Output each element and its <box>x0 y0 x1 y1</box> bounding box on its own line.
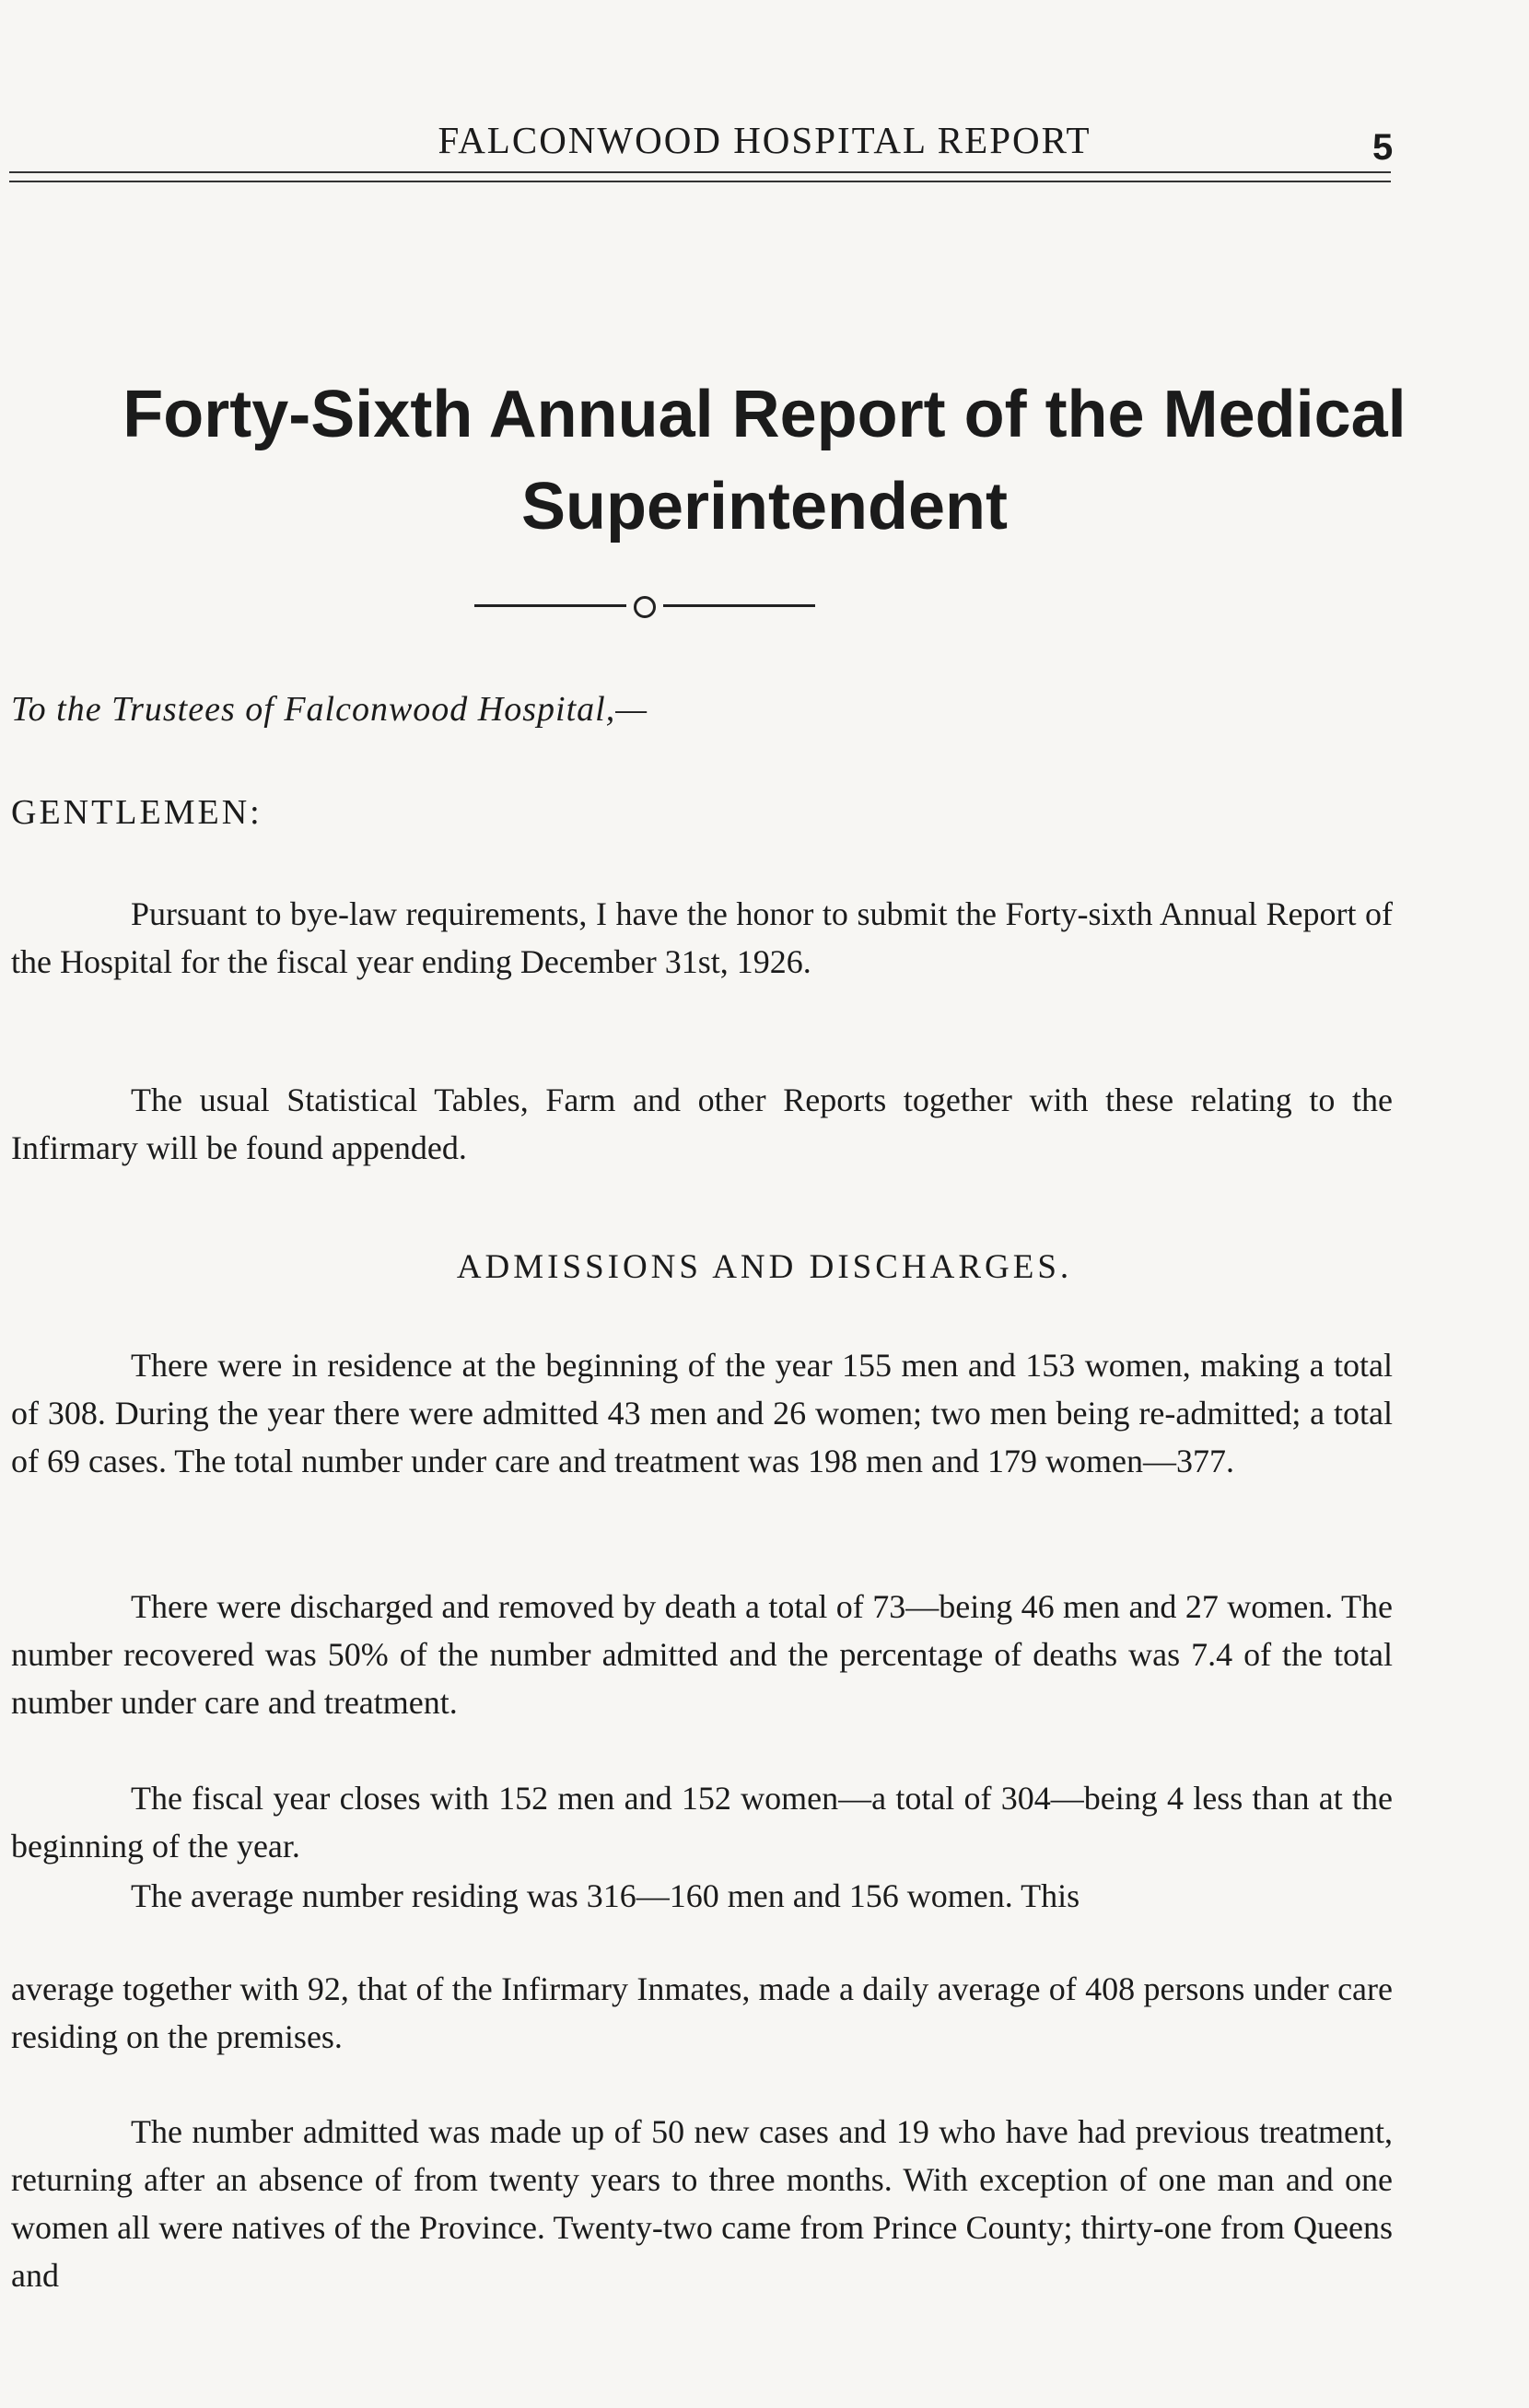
header-rule-bottom <box>9 181 1391 182</box>
paragraph-appendices: The usual Statistical Tables, Farm and other Reports together with these relating to the Infirmary will be found appended. <box>11 1081 1393 1166</box>
greeting: GENTLEMEN: <box>11 793 263 832</box>
paragraph-fiscal-close: The fiscal year closes with 152 men and 152 women—a total of 304—being 4 less than at the beginning of the year. <box>11 1780 1393 1864</box>
ornament-bar-left <box>474 604 626 607</box>
paragraph-residence: There were in residence at the beginning of the year 155 men and 153 women, making a total of 308. During the year there were admitted 43 men and 26 women; two men being re-admitted; a total of 69 cases. The total number under care and treatment was 198 men and 179 women—377. <box>11 1347 1393 1479</box>
running-header: FALCONWOOD HOSPITAL REPORT <box>438 119 1091 161</box>
ornament-bar-right <box>663 604 815 607</box>
salutation: To the Trustees of Falconwood Hospital,— <box>11 690 648 729</box>
report-title-line1: Forty-Sixth Annual Report of the Medical <box>123 378 1406 451</box>
page-number: 5 <box>1372 127 1394 168</box>
report-title <box>0 368 1529 553</box>
ornament-circle-icon <box>634 596 656 618</box>
paragraph-average-continued: average together with 92, that of the Infirmary Inmates, made a daily average of 408 persons under care residing on the premises. <box>11 1970 1393 2055</box>
section-heading: ADMISSIONS AND DISCHARGES. <box>456 1248 1073 1286</box>
ornament-divider <box>474 591 815 619</box>
header-rule-top <box>9 171 1391 173</box>
paragraph-intro: Pursuant to bye-law requirements, I have the honor to submit the Forty-sixth Annual Report of the Hospital for the fiscal year ending December 31st, 1926. <box>11 895 1393 980</box>
paragraph-admissions-origin: The number admitted was made up of 50 new cases and 19 who have had previous treatment, returning after an absence of from twenty years to three months. With exception of one man and one women all were natives of the Province. Twenty-two came from Prince County; thirty-one from Queens and <box>11 2113 1393 2294</box>
report-title-line2: Superintendent <box>520 470 1008 544</box>
paragraph-discharges: There were discharged and removed by death a total of 73—being 46 men and 27 women. The number recovered was 50% of the number admitted and the percentage of deaths was 7.4 of the total number under care and treatment. <box>11 1588 1393 1721</box>
paragraph-average-residing: The average number residing was 316—160 men and 156 women. This <box>131 1877 1080 1914</box>
